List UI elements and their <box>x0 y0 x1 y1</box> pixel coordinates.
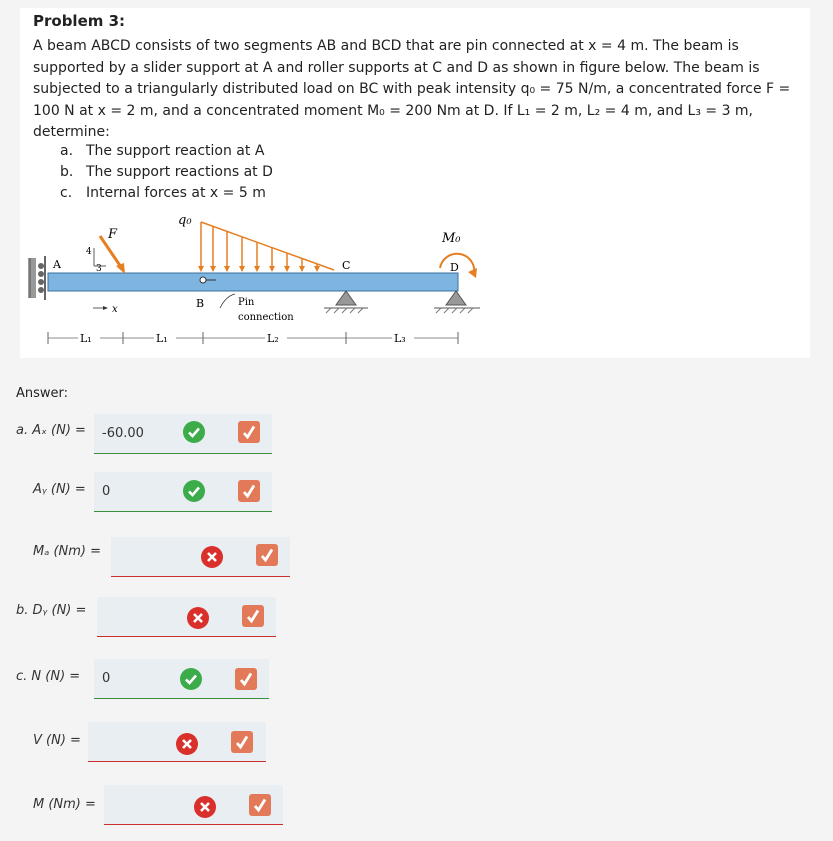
beam <box>48 273 458 291</box>
hint-icon[interactable] <box>242 605 264 627</box>
beam-figure <box>28 208 498 348</box>
hint-icon[interactable] <box>249 794 271 816</box>
hint-icon[interactable] <box>231 731 253 753</box>
label-x: x <box>112 304 118 315</box>
statement-line: A beam ABCD consists of two segments AB and BCD that are pin connected at x = 4 m. The beam is <box>33 38 739 54</box>
incorrect-icon <box>176 733 198 755</box>
statement-line: subjected to a triangularly distributed load on BC with peak intensity q₀ = 75 N/m, a concentrated force F = <box>33 81 791 97</box>
answer-label-ax: a. Aₓ (N) = <box>16 423 86 438</box>
statement-line: supported by a slider support at A and roller supports at C and D as shown in figure below. The beam is <box>33 59 760 76</box>
statement-line: determine: <box>33 124 110 140</box>
label-l2: L₂ <box>267 332 279 345</box>
incorrect-icon <box>194 796 216 818</box>
label-a: A <box>53 258 61 271</box>
label-4: 4 <box>86 247 92 257</box>
label-d: D <box>450 261 459 274</box>
roller-support-c <box>324 291 368 313</box>
label-f: F <box>108 227 118 242</box>
answer-label-v: V (N) = <box>33 733 81 748</box>
subitem-c: c. Internal forces at x = 5 m <box>60 185 266 201</box>
hint-icon[interactable] <box>238 480 260 502</box>
roller-support-d <box>434 291 480 313</box>
label-b: B <box>196 297 205 310</box>
label-l3: L₃ <box>394 332 406 345</box>
hint-icon[interactable] <box>256 544 278 566</box>
answer-label-ay: Aᵧ (N) = <box>33 482 86 497</box>
label-mo: M₀ <box>442 231 461 246</box>
triangular-load <box>198 222 334 272</box>
ax-input[interactable]: -60.00 <box>94 414 272 454</box>
hint-icon[interactable] <box>238 421 260 443</box>
hint-icon[interactable] <box>235 668 257 690</box>
statement-line: 100 N at x = 2 m, and a concentrated moment M₀ = 200 Nm at D. If L₁ = 2 m, L₂ = 4 m, and L₃ = 3 m, <box>33 102 754 119</box>
correct-icon <box>180 668 202 690</box>
pin-b <box>200 277 206 283</box>
label-q0: q₀ <box>178 213 192 228</box>
incorrect-icon <box>201 546 223 568</box>
problem-statement <box>33 36 803 144</box>
incorrect-icon <box>187 607 209 629</box>
subitem-b: b. The support reactions at D <box>60 164 273 180</box>
answer-label-ma: Mₐ (Nm) = <box>33 544 101 559</box>
n-input[interactable]: 0 <box>94 659 269 699</box>
answer-label-n: c. N (N) = <box>16 669 81 684</box>
slider-support-a <box>28 256 45 300</box>
label-l1-second: L₁ <box>156 332 168 345</box>
label-c: C <box>342 259 351 272</box>
correct-icon <box>183 480 205 502</box>
answer-label-m: M (Nm) = <box>33 797 96 812</box>
label-3: 3 <box>96 264 102 274</box>
answer-label-dy: b. Dᵧ (N) = <box>16 603 87 618</box>
answer-heading: Answer: <box>16 386 69 401</box>
correct-icon <box>183 421 205 443</box>
label-pin: Pin <box>238 297 255 308</box>
problem-title: Problem 3: <box>33 12 126 30</box>
label-connection: connection <box>238 312 294 323</box>
subitem-a: a. The support reaction at A <box>60 143 265 159</box>
ay-input[interactable]: 0 <box>94 472 272 512</box>
label-l1-first: L₁ <box>80 332 92 345</box>
